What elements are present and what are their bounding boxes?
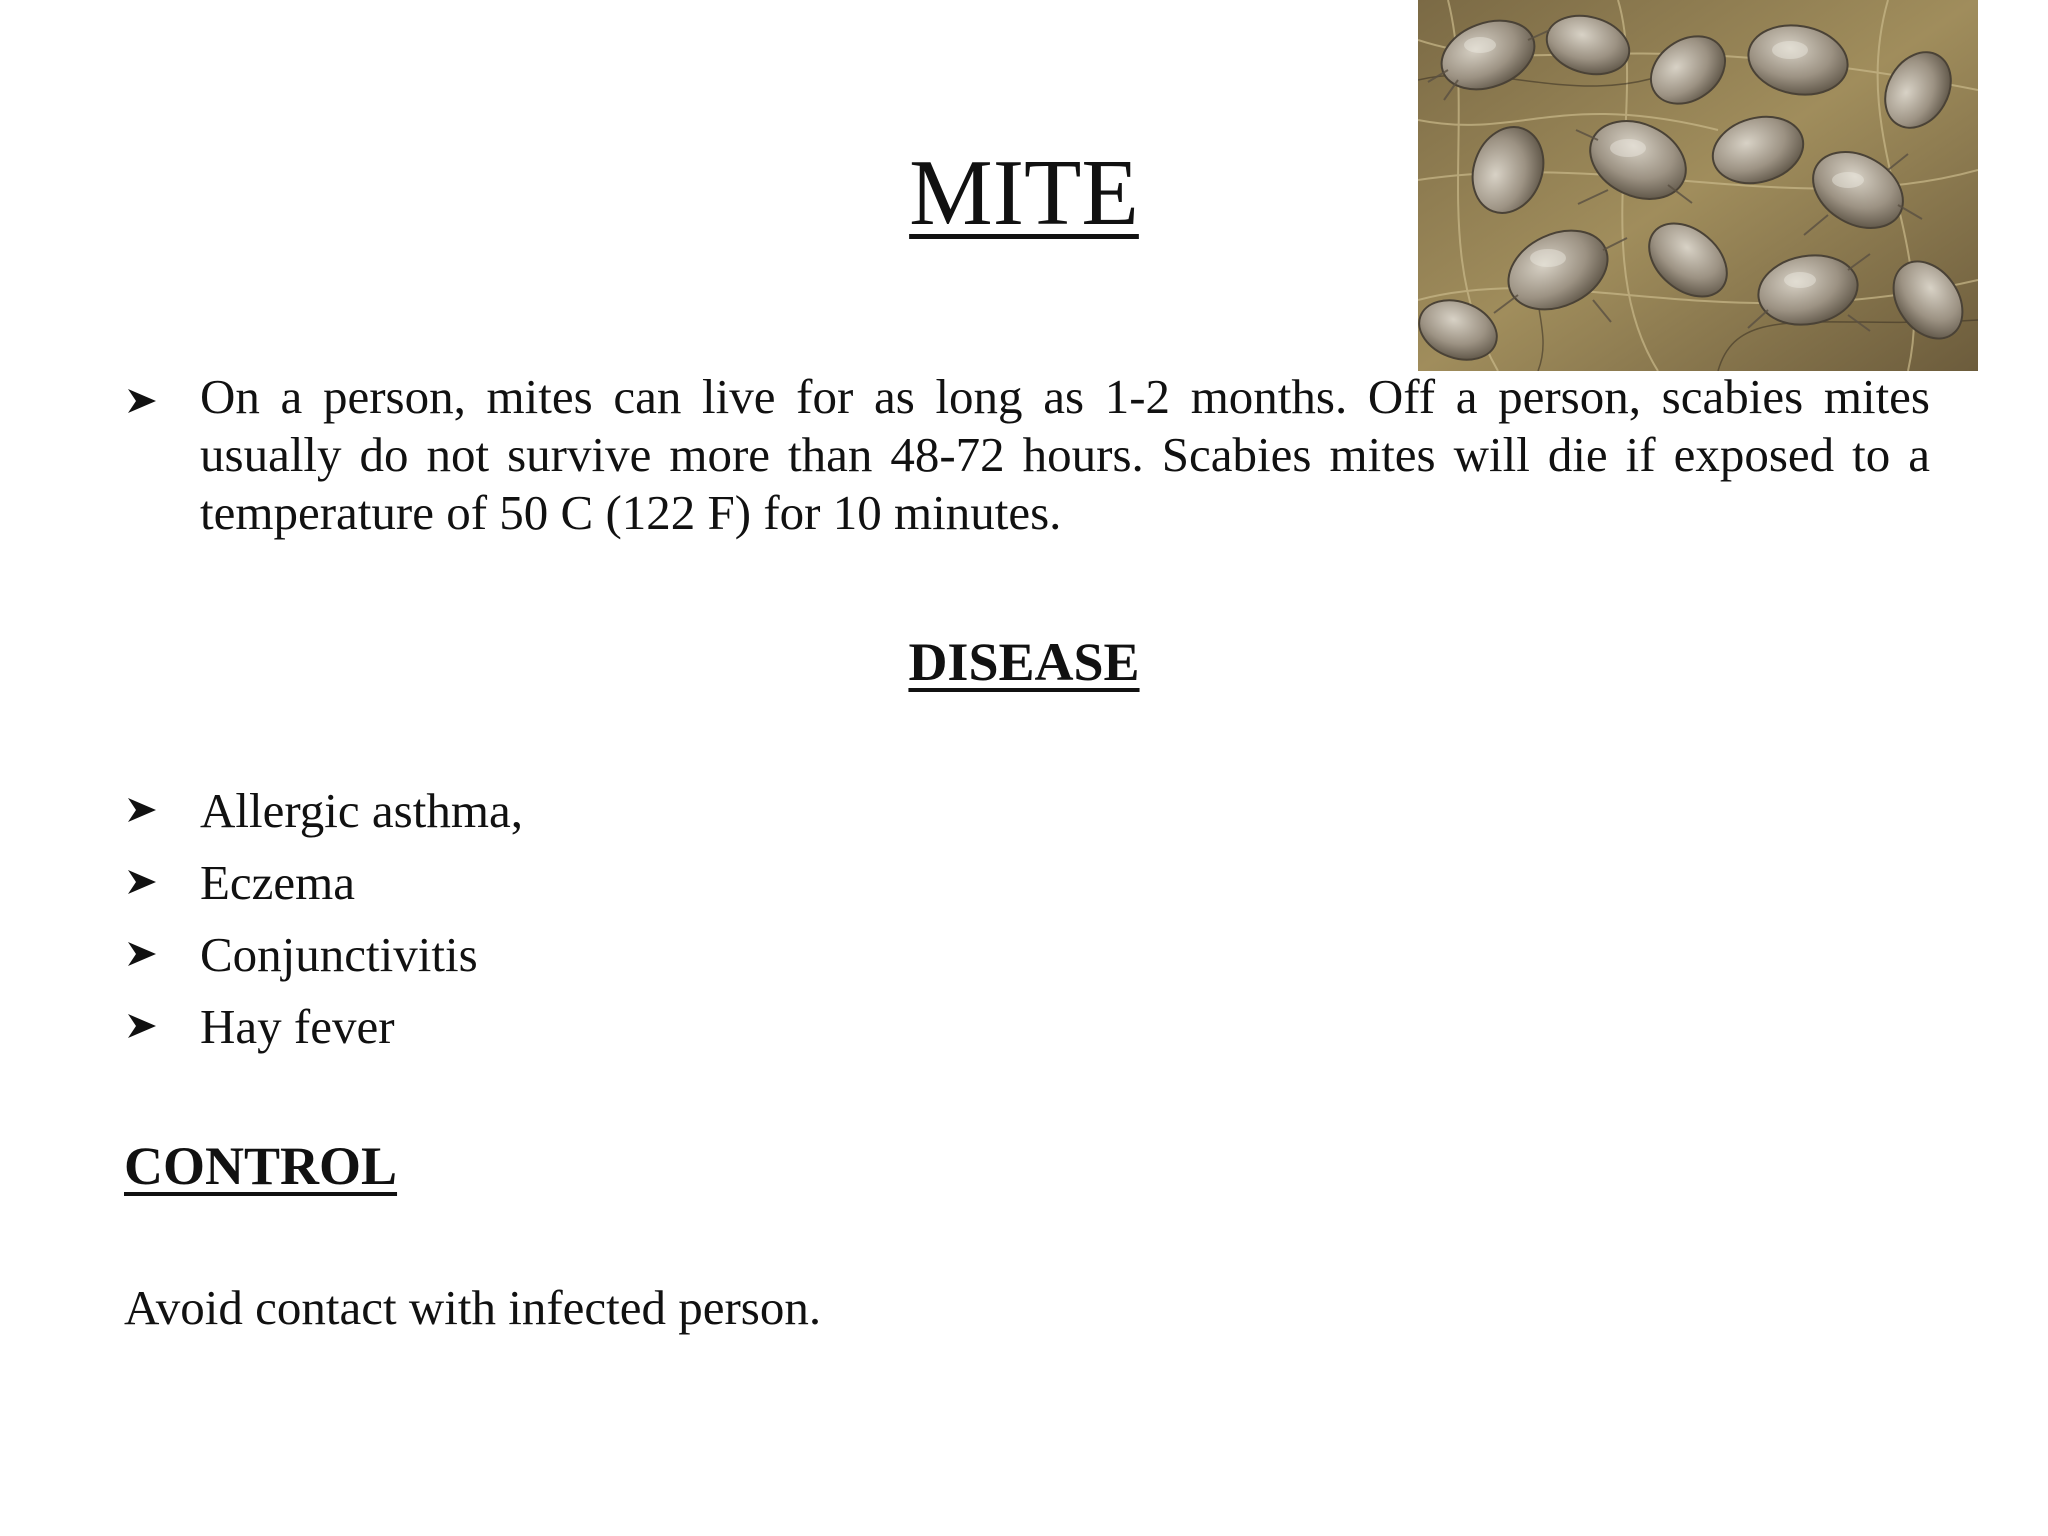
- intro-paragraph: On a person, mites can live for as long as 1-2 months. Off a person, scabies mites usually do not survive more than 48-72 hours. Scabies mites will die if exposed to a temperature of 50 C (122 F) for 10 minutes.: [200, 369, 1930, 540]
- arrow-bullet-icon: [126, 938, 158, 970]
- list-item: [126, 990, 523, 1062]
- list-item: [126, 846, 523, 918]
- disease-list: [126, 774, 523, 1062]
- arrow-bullet-icon: [126, 385, 158, 417]
- control-heading: CONTROL: [124, 1136, 398, 1196]
- disease-item-label: Allergic asthma,: [200, 782, 523, 838]
- disease-item-label: Conjunctivitis: [200, 926, 478, 982]
- arrow-bullet-icon: [126, 1010, 158, 1042]
- control-text: Avoid contact with infected person.: [124, 1280, 822, 1335]
- disease-item-label: Hay fever: [200, 998, 395, 1054]
- list-item: [126, 774, 523, 846]
- slide-title: MITE: [909, 141, 1139, 245]
- disease-heading: DISEASE: [908, 632, 1140, 692]
- disease-item-label: Eczema: [200, 854, 356, 910]
- arrow-bullet-icon: [126, 866, 158, 898]
- arrow-bullet-icon: [126, 794, 158, 826]
- list-item: [126, 918, 523, 990]
